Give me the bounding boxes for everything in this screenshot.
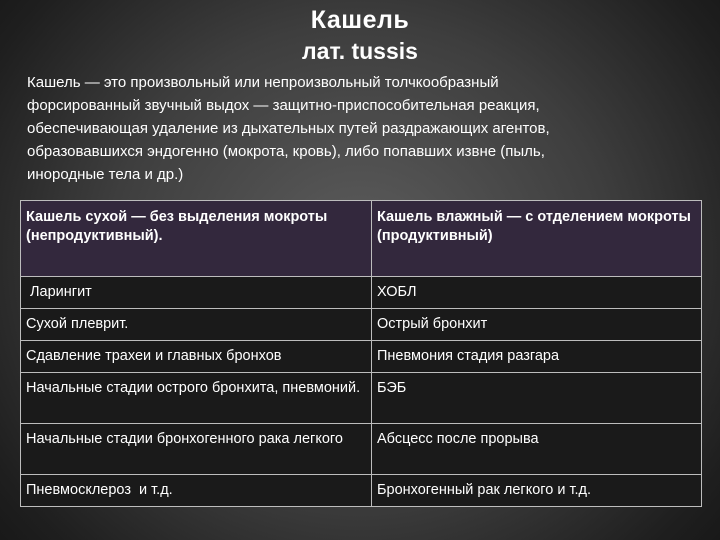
table-row xyxy=(21,309,702,341)
wet-cough-cell: Бронхогенный рак легкого и т.д. xyxy=(372,475,702,507)
cough-types-table xyxy=(20,200,702,507)
wet-cough-cell: БЭБ xyxy=(372,373,702,424)
dry-cough-cell: Ларингит xyxy=(21,277,372,309)
wet-cough-cell: Пневмония стадия разгара xyxy=(372,341,702,373)
dry-cough-cell: Сдавление трахеи и главных бронхов xyxy=(21,341,372,373)
wet-cough-cell: Острый бронхит xyxy=(372,309,702,341)
table-row xyxy=(21,373,702,424)
definition-line: образовавшихся эндогенно (мокрота, кровь), либо попавших извне (пыль, xyxy=(27,143,545,160)
definition-line: Кашель — это произвольный или непроизвольный толчкообразный xyxy=(27,74,499,91)
header-wet-cough: Кашель влажный — с отделением мокроты (продуктивный) xyxy=(372,201,702,277)
table-row xyxy=(21,424,702,475)
definition-line: обеспечивающая удаление из дыхательных путей раздражающих агентов, xyxy=(27,120,550,137)
dry-cough-cell: Пневмосклероз и т.д. xyxy=(21,475,372,507)
table-header-row xyxy=(21,201,702,277)
wet-cough-cell: ХОБЛ xyxy=(372,277,702,309)
slide-title-block xyxy=(0,4,720,66)
slide-subtitle: лат. tussis xyxy=(302,38,418,64)
definition-line: инородные тела и др.) xyxy=(27,166,184,183)
table-row xyxy=(21,475,702,507)
dry-cough-cell: Сухой плеврит. xyxy=(21,309,372,341)
definition-line: форсированный звучный выдох — защитно-приспособительная реакция, xyxy=(27,97,540,114)
dry-cough-cell: Начальные стадии бронхогенного рака легкого xyxy=(21,424,372,475)
header-dry-cough: Кашель сухой — без выделения мокроты (непродуктивный). xyxy=(21,201,372,277)
table-row xyxy=(21,341,702,373)
table-row xyxy=(21,277,702,309)
definition-paragraph xyxy=(27,71,697,186)
slide-title: Кашель xyxy=(310,6,410,34)
wet-cough-cell: Абсцесс после прорыва xyxy=(372,424,702,475)
dry-cough-cell: Начальные стадии острого бронхита, пневмоний. xyxy=(21,373,372,424)
